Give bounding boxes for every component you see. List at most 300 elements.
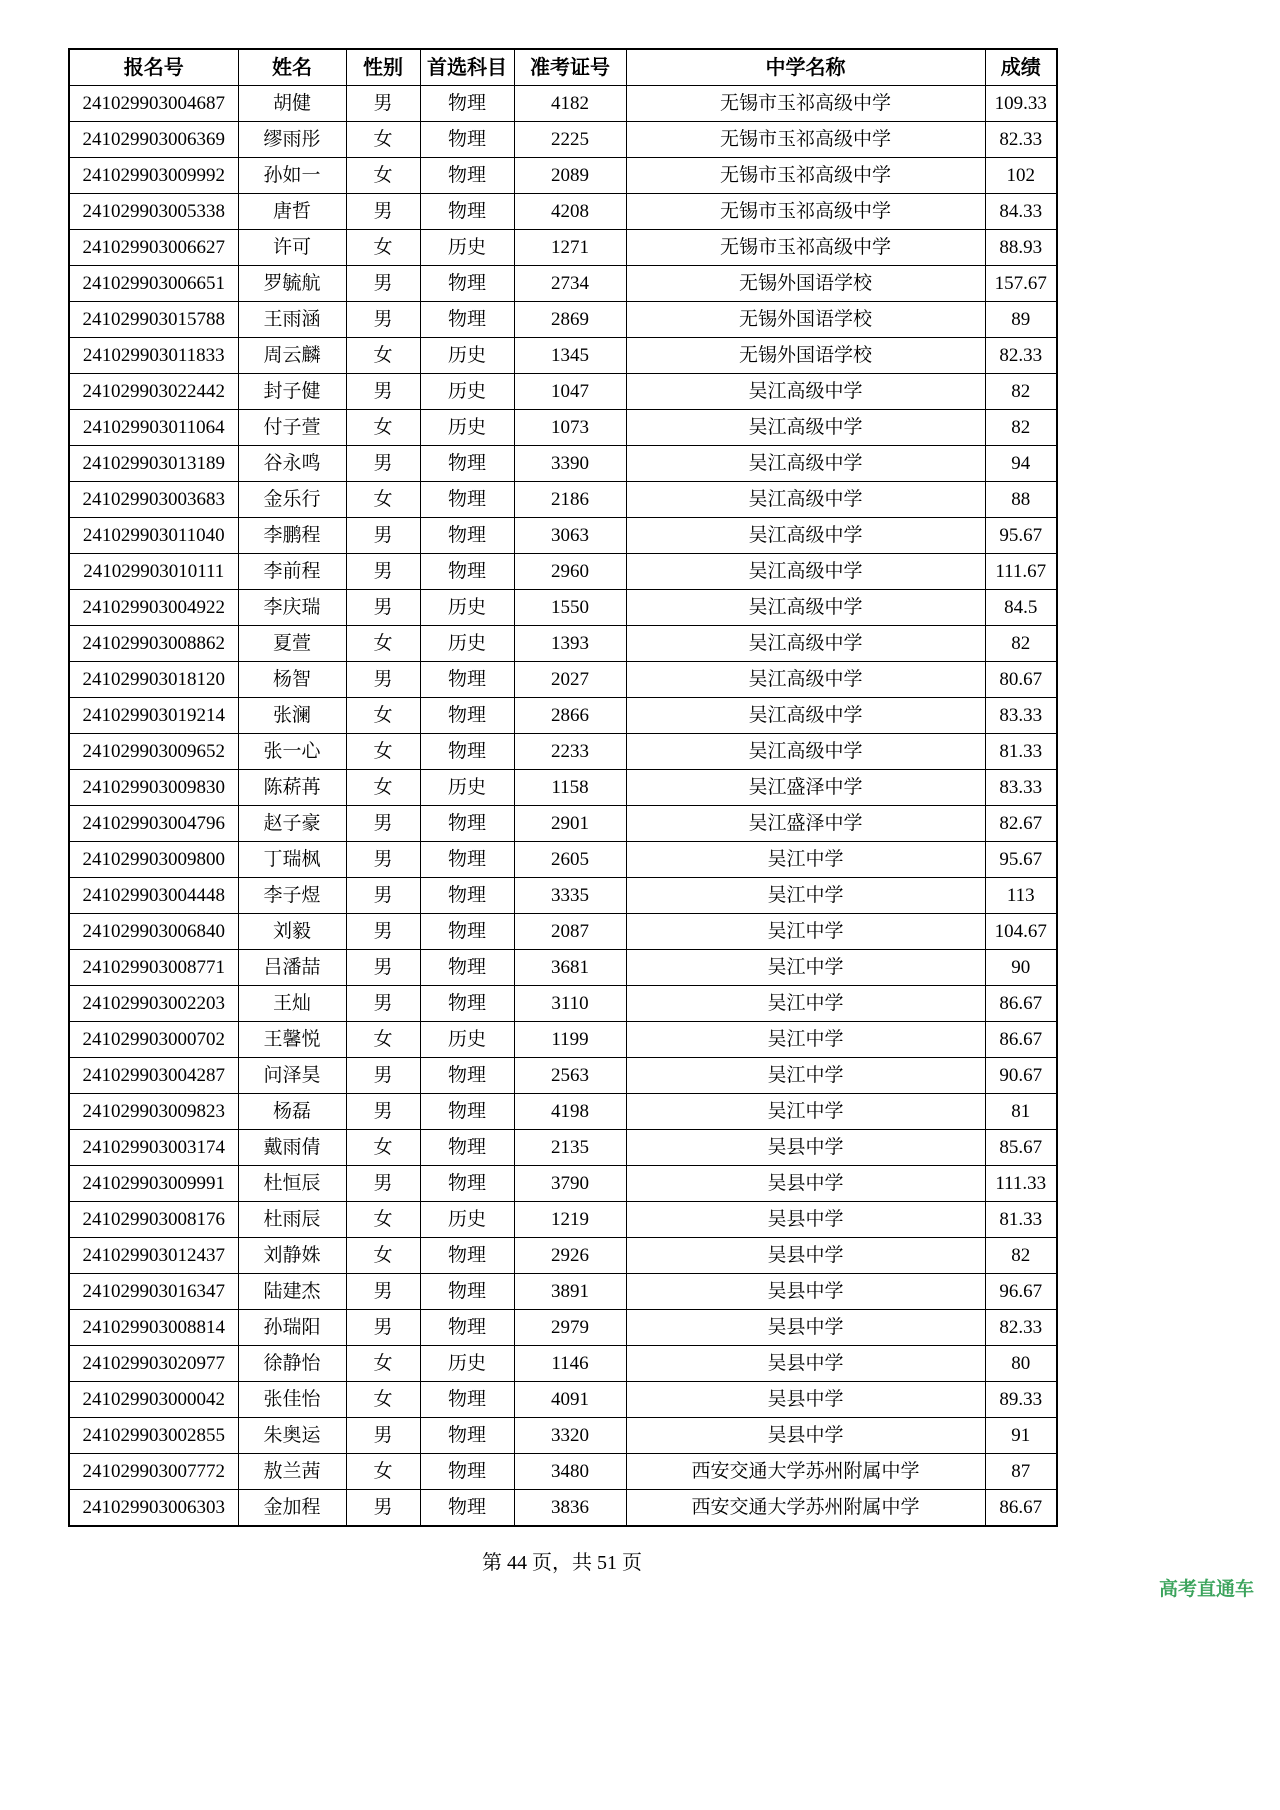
- table-cell: 物理: [420, 1274, 514, 1310]
- table-cell: 157.67: [985, 266, 1057, 302]
- table-cell: 3335: [514, 878, 626, 914]
- table-cell: 王馨悦: [238, 1022, 346, 1058]
- table-cell: 96.67: [985, 1274, 1057, 1310]
- table-cell: 241029903005338: [69, 194, 238, 230]
- table-cell: 4182: [514, 86, 626, 122]
- table-cell: 102: [985, 158, 1057, 194]
- page-number-indicator: 第 44 页，共 51 页: [482, 1552, 642, 1574]
- table-cell: 2734: [514, 266, 626, 302]
- table-cell: 物理: [420, 86, 514, 122]
- table-cell: 吴江高级中学: [626, 518, 985, 554]
- table-cell: 物理: [420, 1094, 514, 1130]
- table-row: [69, 1094, 1057, 1130]
- table-cell: 1219: [514, 1202, 626, 1238]
- table-cell: 241029903016347: [69, 1274, 238, 1310]
- table-cell: 111.33: [985, 1166, 1057, 1202]
- table-row: [69, 482, 1057, 518]
- table-cell: 2225: [514, 122, 626, 158]
- table-cell: 历史: [420, 626, 514, 662]
- table-cell: 付子萱: [238, 410, 346, 446]
- table-cell: 男: [346, 806, 420, 842]
- table-cell: 241029903000042: [69, 1382, 238, 1418]
- table-cell: 241029903011833: [69, 338, 238, 374]
- table-cell: 82.33: [985, 122, 1057, 158]
- table-row: [69, 230, 1057, 266]
- table-cell: 241029903006303: [69, 1490, 238, 1527]
- table-cell: 历史: [420, 590, 514, 626]
- table-row: [69, 878, 1057, 914]
- table-cell: 封子健: [238, 374, 346, 410]
- table-cell: 1073: [514, 410, 626, 446]
- table-row: [69, 518, 1057, 554]
- table-cell: 李庆瑞: [238, 590, 346, 626]
- table-cell: 吴江中学: [626, 878, 985, 914]
- table-cell: 88: [985, 482, 1057, 518]
- table-cell: 男: [346, 1094, 420, 1130]
- table-cell: 241029903020977: [69, 1346, 238, 1382]
- table-cell: 80: [985, 1346, 1057, 1382]
- table-cell: 2135: [514, 1130, 626, 1166]
- table-row: [69, 734, 1057, 770]
- table-cell: 吴县中学: [626, 1382, 985, 1418]
- table-header-row: [69, 49, 1057, 86]
- table-cell: 物理: [420, 878, 514, 914]
- table-row: [69, 266, 1057, 302]
- table-cell: 83.33: [985, 698, 1057, 734]
- table-cell: 物理: [420, 266, 514, 302]
- table-cell: 80.67: [985, 662, 1057, 698]
- table-cell: 94: [985, 446, 1057, 482]
- table-cell: 女: [346, 1202, 420, 1238]
- table-cell: 3320: [514, 1418, 626, 1454]
- table-cell: 物理: [420, 1310, 514, 1346]
- table-cell: 女: [346, 734, 420, 770]
- table-cell: 吴江中学: [626, 1058, 985, 1094]
- table-cell: 物理: [420, 446, 514, 482]
- table-cell: 男: [346, 446, 420, 482]
- table-cell: 敖兰茜: [238, 1454, 346, 1490]
- table-cell: 男: [346, 1418, 420, 1454]
- table-cell: 杨磊: [238, 1094, 346, 1130]
- table-row: [69, 554, 1057, 590]
- table-cell: 吴江中学: [626, 842, 985, 878]
- table-cell: 241029903002855: [69, 1418, 238, 1454]
- table-cell: 吴江中学: [626, 914, 985, 950]
- table-cell: 2605: [514, 842, 626, 878]
- table-cell: 徐静怡: [238, 1346, 346, 1382]
- table-row: [69, 1130, 1057, 1166]
- table-cell: 241029903009652: [69, 734, 238, 770]
- table-cell: 丁瑞枫: [238, 842, 346, 878]
- table-cell: 113: [985, 878, 1057, 914]
- table-cell: 物理: [420, 662, 514, 698]
- table-cell: 戴雨倩: [238, 1130, 346, 1166]
- table-row: [69, 626, 1057, 662]
- table-cell: 2563: [514, 1058, 626, 1094]
- table-cell: 3790: [514, 1166, 626, 1202]
- table-cell: 无锡市玉祁高级中学: [626, 122, 985, 158]
- table-row: [69, 842, 1057, 878]
- table-cell: 物理: [420, 1490, 514, 1527]
- table-cell: 241029903004687: [69, 86, 238, 122]
- table-cell: 女: [346, 698, 420, 734]
- results-table: [68, 48, 1058, 1527]
- table-cell: 241029903006651: [69, 266, 238, 302]
- table-cell: 女: [346, 1238, 420, 1274]
- table-cell: 82.33: [985, 1310, 1057, 1346]
- table-cell: 李鹏程: [238, 518, 346, 554]
- table-cell: 女: [346, 482, 420, 518]
- table-cell: 男: [346, 986, 420, 1022]
- table-cell: 杜雨辰: [238, 1202, 346, 1238]
- table-cell: 女: [346, 770, 420, 806]
- table-cell: 男: [346, 1274, 420, 1310]
- table-cell: 女: [346, 626, 420, 662]
- table-cell: 男: [346, 878, 420, 914]
- table-cell: 吴江高级中学: [626, 626, 985, 662]
- table-cell: 82: [985, 374, 1057, 410]
- table-cell: 1550: [514, 590, 626, 626]
- table-cell: 吴江中学: [626, 986, 985, 1022]
- table-cell: 2901: [514, 806, 626, 842]
- table-cell: 物理: [420, 1418, 514, 1454]
- table-row: [69, 1490, 1057, 1527]
- table-row: [69, 194, 1057, 230]
- table-cell: 陈菥苒: [238, 770, 346, 806]
- table-cell: 104.67: [985, 914, 1057, 950]
- table-cell: 241029903000702: [69, 1022, 238, 1058]
- table-cell: 无锡市玉祁高级中学: [626, 230, 985, 266]
- table-cell: 男: [346, 662, 420, 698]
- table-cell: 241029903011064: [69, 410, 238, 446]
- table-cell: 2960: [514, 554, 626, 590]
- table-cell: 241029903006369: [69, 122, 238, 158]
- table-row: [69, 158, 1057, 194]
- table-cell: 男: [346, 374, 420, 410]
- table-cell: 吴县中学: [626, 1418, 985, 1454]
- table-cell: 吴江高级中学: [626, 374, 985, 410]
- table-cell: 男: [346, 1310, 420, 1346]
- table-cell: 男: [346, 590, 420, 626]
- table-row: [69, 1058, 1057, 1094]
- table-cell: 物理: [420, 1130, 514, 1166]
- table-cell: 王雨涵: [238, 302, 346, 338]
- table-row: [69, 1346, 1057, 1382]
- table-cell: 刘静姝: [238, 1238, 346, 1274]
- table-cell: 95.67: [985, 518, 1057, 554]
- table-cell: 物理: [420, 1454, 514, 1490]
- table-cell: 胡健: [238, 86, 346, 122]
- table-cell: 4091: [514, 1382, 626, 1418]
- table-row: [69, 914, 1057, 950]
- table-cell: 86.67: [985, 986, 1057, 1022]
- table-row: [69, 1382, 1057, 1418]
- table-cell: 241029903015788: [69, 302, 238, 338]
- table-cell: 82.33: [985, 338, 1057, 374]
- table-cell: 男: [346, 302, 420, 338]
- table-cell: 吴县中学: [626, 1166, 985, 1202]
- table-cell: 2866: [514, 698, 626, 734]
- table-cell: 241029903009830: [69, 770, 238, 806]
- table-cell: 82: [985, 1238, 1057, 1274]
- table-cell: 241029903009800: [69, 842, 238, 878]
- table-cell: 1271: [514, 230, 626, 266]
- table-row: [69, 1274, 1057, 1310]
- watermark-text: 高考直通车: [1158, 1579, 1254, 1600]
- table-cell: 241029903004922: [69, 590, 238, 626]
- table-row: [69, 86, 1057, 122]
- table-cell: 女: [346, 122, 420, 158]
- table-row: [69, 1202, 1057, 1238]
- table-cell: 241029903006840: [69, 914, 238, 950]
- table-row: [69, 410, 1057, 446]
- table-row: [69, 950, 1057, 986]
- table-cell: 历史: [420, 1346, 514, 1382]
- table-cell: 3390: [514, 446, 626, 482]
- table-cell: 女: [346, 158, 420, 194]
- table-cell: 90.67: [985, 1058, 1057, 1094]
- table-row: [69, 1454, 1057, 1490]
- table-cell: 吴江高级中学: [626, 698, 985, 734]
- table-cell: 李前程: [238, 554, 346, 590]
- table-cell: 111.67: [985, 554, 1057, 590]
- table-cell: 物理: [420, 194, 514, 230]
- table-cell: 物理: [420, 950, 514, 986]
- table-cell: 241029903004448: [69, 878, 238, 914]
- table-cell: 历史: [420, 770, 514, 806]
- table-cell: 杜恒辰: [238, 1166, 346, 1202]
- table-cell: 金加程: [238, 1490, 346, 1527]
- table-cell: 历史: [420, 230, 514, 266]
- table-cell: 女: [346, 1022, 420, 1058]
- table-cell: 3836: [514, 1490, 626, 1527]
- table-cell: 1146: [514, 1346, 626, 1382]
- table-cell: 男: [346, 86, 420, 122]
- table-cell: 女: [346, 338, 420, 374]
- table-cell: 唐哲: [238, 194, 346, 230]
- table-cell: 241029903008771: [69, 950, 238, 986]
- table-cell: 2027: [514, 662, 626, 698]
- table-cell: 1393: [514, 626, 626, 662]
- table-cell: 无锡市玉祁高级中学: [626, 86, 985, 122]
- table-cell: 吴县中学: [626, 1310, 985, 1346]
- table-cell: 王灿: [238, 986, 346, 1022]
- table-cell: 241029903002203: [69, 986, 238, 1022]
- table-cell: 物理: [420, 734, 514, 770]
- table-cell: 历史: [420, 338, 514, 374]
- table-cell: 刘毅: [238, 914, 346, 950]
- table-row: [69, 374, 1057, 410]
- table-cell: 241029903008862: [69, 626, 238, 662]
- table-cell: 2089: [514, 158, 626, 194]
- table-cell: 历史: [420, 374, 514, 410]
- table-cell: 241029903003174: [69, 1130, 238, 1166]
- table-cell: 81: [985, 1094, 1057, 1130]
- table-cell: 男: [346, 518, 420, 554]
- table-cell: 241029903009823: [69, 1094, 238, 1130]
- table-cell: 吴江高级中学: [626, 410, 985, 446]
- table-cell: 85.67: [985, 1130, 1057, 1166]
- table-cell: 241029903008814: [69, 1310, 238, 1346]
- table-cell: 2979: [514, 1310, 626, 1346]
- table-row: [69, 122, 1057, 158]
- table-cell: 女: [346, 410, 420, 446]
- table-cell: 88.93: [985, 230, 1057, 266]
- table-cell: 物理: [420, 986, 514, 1022]
- table-cell: 4208: [514, 194, 626, 230]
- table-cell: 男: [346, 842, 420, 878]
- table-row: [69, 338, 1057, 374]
- table-cell: 2087: [514, 914, 626, 950]
- table-cell: 男: [346, 914, 420, 950]
- table-cell: 吴江高级中学: [626, 590, 985, 626]
- table-cell: 241029903012437: [69, 1238, 238, 1274]
- table-cell: 无锡市玉祁高级中学: [626, 194, 985, 230]
- table-cell: 241029903006627: [69, 230, 238, 266]
- table-cell: 89.33: [985, 1382, 1057, 1418]
- table-cell: 吴江盛泽中学: [626, 806, 985, 842]
- table-cell: 张佳怡: [238, 1382, 346, 1418]
- table-cell: 2233: [514, 734, 626, 770]
- table-row: [69, 770, 1057, 806]
- table-cell: 241029903022442: [69, 374, 238, 410]
- table-cell: 241029903013189: [69, 446, 238, 482]
- table-cell: 吴江高级中学: [626, 554, 985, 590]
- table-cell: 杨智: [238, 662, 346, 698]
- table-cell: 物理: [420, 1382, 514, 1418]
- table-cell: 陆建杰: [238, 1274, 346, 1310]
- column-header-5: 中学名称: [626, 49, 985, 86]
- table-row: [69, 1166, 1057, 1202]
- table-cell: 81.33: [985, 734, 1057, 770]
- table-cell: 241029903010111: [69, 554, 238, 590]
- table-cell: 物理: [420, 158, 514, 194]
- table-cell: 物理: [420, 842, 514, 878]
- table-cell: 1047: [514, 374, 626, 410]
- table-cell: 241029903019214: [69, 698, 238, 734]
- table-cell: 历史: [420, 1022, 514, 1058]
- table-cell: 张一心: [238, 734, 346, 770]
- table-cell: 84.33: [985, 194, 1057, 230]
- table-cell: 1199: [514, 1022, 626, 1058]
- table-cell: 87: [985, 1454, 1057, 1490]
- table-cell: 241029903003683: [69, 482, 238, 518]
- table-cell: 西安交通大学苏州附属中学: [626, 1490, 985, 1527]
- table-cell: 82: [985, 626, 1057, 662]
- table-cell: 物理: [420, 482, 514, 518]
- table-cell: 82.67: [985, 806, 1057, 842]
- table-cell: 谷永鸣: [238, 446, 346, 482]
- table-cell: 罗毓航: [238, 266, 346, 302]
- table-cell: 物理: [420, 1238, 514, 1274]
- table-row: [69, 590, 1057, 626]
- table-cell: 物理: [420, 122, 514, 158]
- table-cell: 吴江高级中学: [626, 662, 985, 698]
- table-cell: 男: [346, 266, 420, 302]
- table-cell: 赵子豪: [238, 806, 346, 842]
- table-cell: 2926: [514, 1238, 626, 1274]
- table-cell: 男: [346, 950, 420, 986]
- table-cell: 李子煜: [238, 878, 346, 914]
- column-header-3: 首选科目: [420, 49, 514, 86]
- table-cell: 物理: [420, 698, 514, 734]
- table-cell: 无锡外国语学校: [626, 266, 985, 302]
- table-cell: 男: [346, 1490, 420, 1527]
- table-cell: 无锡外国语学校: [626, 338, 985, 374]
- table-cell: 张澜: [238, 698, 346, 734]
- table-cell: 241029903011040: [69, 518, 238, 554]
- table-cell: 男: [346, 1058, 420, 1094]
- column-header-6: 成绩: [985, 49, 1057, 86]
- table-cell: 吴江中学: [626, 1022, 985, 1058]
- table-cell: 女: [346, 1130, 420, 1166]
- table-cell: 1345: [514, 338, 626, 374]
- table-cell: 3891: [514, 1274, 626, 1310]
- table-cell: 男: [346, 554, 420, 590]
- table-cell: 夏萱: [238, 626, 346, 662]
- table-cell: 83.33: [985, 770, 1057, 806]
- table-cell: 吴江中学: [626, 1094, 985, 1130]
- table-cell: 男: [346, 1166, 420, 1202]
- table-cell: 吴江高级中学: [626, 446, 985, 482]
- table-cell: 西安交通大学苏州附属中学: [626, 1454, 985, 1490]
- table-cell: 241029903004287: [69, 1058, 238, 1094]
- table-body: [69, 86, 1057, 1527]
- table-cell: 吴县中学: [626, 1274, 985, 1310]
- table-cell: 吴江高级中学: [626, 734, 985, 770]
- table-row: [69, 446, 1057, 482]
- table-cell: 吴江高级中学: [626, 482, 985, 518]
- table-cell: 241029903004796: [69, 806, 238, 842]
- table-cell: 女: [346, 1454, 420, 1490]
- table-cell: 朱奥运: [238, 1418, 346, 1454]
- table-cell: 1158: [514, 770, 626, 806]
- table-cell: 2869: [514, 302, 626, 338]
- table-row: [69, 1238, 1057, 1274]
- table-cell: 许可: [238, 230, 346, 266]
- table-row: [69, 806, 1057, 842]
- table-cell: 物理: [420, 518, 514, 554]
- table-cell: 吴县中学: [626, 1130, 985, 1166]
- column-header-1: 姓名: [238, 49, 346, 86]
- table-row: [69, 1022, 1057, 1058]
- table-cell: 241029903008176: [69, 1202, 238, 1238]
- table-cell: 3063: [514, 518, 626, 554]
- table-cell: 3480: [514, 1454, 626, 1490]
- table-row: [69, 1418, 1057, 1454]
- table-cell: 86.67: [985, 1022, 1057, 1058]
- table-cell: 89: [985, 302, 1057, 338]
- table-cell: 吴江盛泽中学: [626, 770, 985, 806]
- table-cell: 吴县中学: [626, 1346, 985, 1382]
- table-cell: 84.5: [985, 590, 1057, 626]
- table-cell: 缪雨彤: [238, 122, 346, 158]
- table-cell: 90: [985, 950, 1057, 986]
- table-cell: 物理: [420, 1166, 514, 1202]
- column-header-4: 准考证号: [514, 49, 626, 86]
- table-cell: 吴县中学: [626, 1202, 985, 1238]
- table-cell: 孙瑞阳: [238, 1310, 346, 1346]
- results-table-container: [68, 48, 1056, 1527]
- table-cell: 无锡市玉祁高级中学: [626, 158, 985, 194]
- table-row: [69, 1310, 1057, 1346]
- table-cell: 无锡外国语学校: [626, 302, 985, 338]
- table-cell: 物理: [420, 1058, 514, 1094]
- table-row: [69, 302, 1057, 338]
- table-cell: 91: [985, 1418, 1057, 1454]
- table-row: [69, 986, 1057, 1022]
- table-cell: 男: [346, 194, 420, 230]
